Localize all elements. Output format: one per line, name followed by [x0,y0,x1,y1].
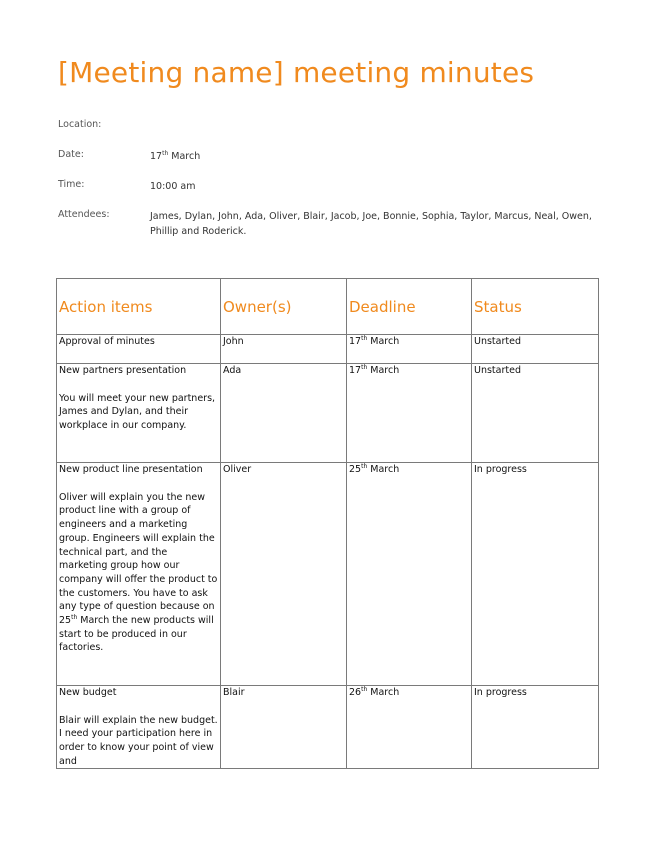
header-action-items: Action items [57,279,221,335]
action-item-title: New partners presentation [59,365,187,376]
owner-cell: Oliver [221,463,347,686]
date-value: 17th March [150,149,201,162]
table-row [57,686,599,769]
table-row [57,463,599,686]
owner-cell: John [221,335,347,364]
location-label: Location: [58,119,102,130]
page-title: [Meeting name] meeting minutes [58,56,535,89]
action-item-description: Oliver will explain you the new product line with a group of engineers and a marketing group. Engineers will explain the technical part, and the marketing group how our company will offer the product to the customers. You have to ask any type of question because on 25th March the new products will start to be produced in our factories. [59,491,218,654]
deadline-cell: 17th March [347,364,472,463]
action-item-title: New product line presentation [59,464,203,475]
header-deadline: Deadline [347,279,472,335]
deadline-cell: 26th March [347,686,472,769]
date-label: Date: [58,149,84,160]
header-owners: Owner(s) [221,279,347,335]
time-value: 10:00 am [150,181,196,192]
action-item-title: New budget [59,687,117,698]
status-cell: In progress [472,463,599,686]
owner-cell: Blair [221,686,347,769]
table-row [57,335,599,364]
table-row [57,364,599,463]
action-item-description: Blair will explain the new budget. I need your participation here in order to know your point of view and [59,714,218,766]
deadline-cell: 25th March [347,463,472,686]
attendees-value: James, Dylan, John, Ada, Oliver, Blair, Jacob, Joe, Bonnie, Sophia, Taylor, Marcus, Neal, Owen, Phillip and Roderick. [150,211,592,237]
action-item-cell [57,364,221,463]
status-cell: Unstarted [472,364,599,463]
deadline-cell: 17th March [347,335,472,364]
action-item-description: You will meet your new partners, James and Dylan, and their workplace in our company. [59,392,216,432]
action-items-table [56,278,599,769]
action-item-cell [57,335,221,364]
time-label: Time: [58,179,85,190]
header-status: Status [472,279,599,335]
owner-cell: Ada [221,364,347,463]
table-header-row [57,279,599,335]
status-cell: Unstarted [472,335,599,364]
action-item-cell [57,463,221,686]
attendees-label: Attendees: [58,209,110,220]
status-cell: In progress [472,686,599,769]
action-item-cell [57,686,221,769]
action-item-title: Approval of minutes [59,336,155,347]
